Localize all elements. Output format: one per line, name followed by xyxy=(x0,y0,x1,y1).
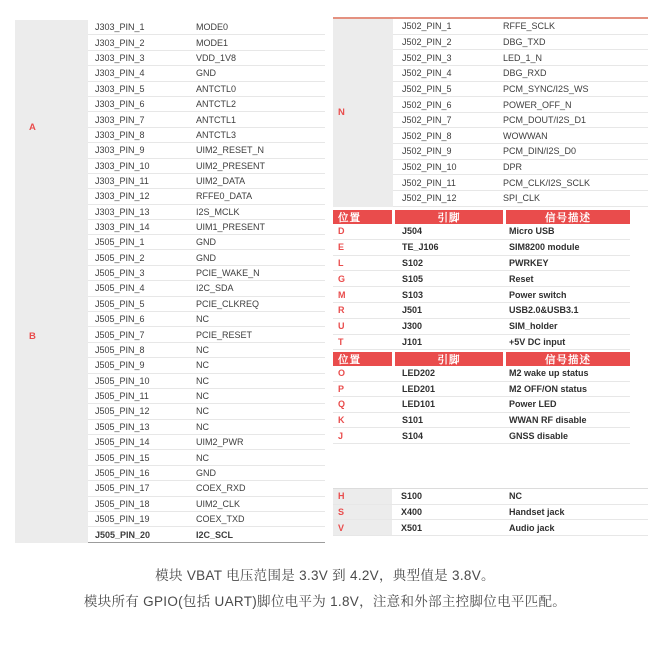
signal-cell: DBG_TXD xyxy=(503,36,546,47)
signal-cell: UIM2_PWR xyxy=(196,437,244,448)
signal-cell: I2C_SDA xyxy=(196,283,234,294)
location-cell: L xyxy=(338,257,344,268)
pin-rows xyxy=(88,235,325,543)
location-cell: U xyxy=(338,321,345,332)
signal-description-cell: SIM_holder xyxy=(509,321,558,332)
signal-cell: UIM2_CLK xyxy=(196,498,241,509)
pin-cell: J300 xyxy=(402,321,423,332)
location-cell: S xyxy=(333,505,395,520)
pin-row xyxy=(88,220,325,235)
signal-cell: PCM_SYNC/I2S_WS xyxy=(503,83,589,94)
header-signal-description: 信号描述 xyxy=(506,210,630,224)
pin-name-cell: J303_PIN_11 xyxy=(95,176,149,187)
pin-row xyxy=(88,159,325,174)
reference-row xyxy=(333,240,630,256)
pin-cell: S104 xyxy=(402,430,424,441)
pin-cell: X400 xyxy=(401,507,423,518)
reference-row xyxy=(333,428,630,444)
reference-table-header xyxy=(333,210,630,224)
reference-row xyxy=(333,413,630,429)
pin-rows xyxy=(393,19,648,207)
pin-row xyxy=(393,97,648,113)
pin-row xyxy=(88,250,325,265)
pin-name-cell: J505_PIN_13 xyxy=(95,421,150,432)
reference-row xyxy=(333,397,630,413)
signal-description-cell: SIM8200 module xyxy=(509,242,580,253)
pin-row xyxy=(88,128,325,143)
pin-name-cell: J502_PIN_4 xyxy=(402,68,452,79)
signal-description-cell: M2 OFF/ON status xyxy=(509,383,588,394)
location-letter: N xyxy=(338,107,345,119)
reference-row xyxy=(333,287,630,303)
signal-cell: NC xyxy=(196,421,209,432)
pin-name-cell: J303_PIN_12 xyxy=(95,191,150,202)
pin-row xyxy=(88,497,325,512)
reference-table-header xyxy=(333,352,630,366)
pin-row xyxy=(88,389,325,404)
signal-cell: GND xyxy=(196,237,216,248)
pin-table-j303 xyxy=(15,20,325,235)
pin-name-cell: J505_PIN_6 xyxy=(95,314,145,325)
signal-cell: UIM2_PRESENT xyxy=(196,160,266,171)
signal-cell: NC xyxy=(196,391,209,402)
pin-name-cell: J505_PIN_10 xyxy=(95,375,150,386)
pin-cell: S105 xyxy=(402,273,424,284)
signal-description-cell: M2 wake up status xyxy=(509,368,589,379)
pin-cell: LED202 xyxy=(402,368,436,379)
signal-cell: MODE1 xyxy=(196,37,229,48)
pin-row xyxy=(88,143,325,158)
signal-description-cell: Reset xyxy=(509,273,534,284)
signal-cell: MODE0 xyxy=(196,22,229,33)
reference-table-2 xyxy=(333,352,630,444)
pin-row xyxy=(88,297,325,312)
pin-row xyxy=(88,512,325,527)
pin-row xyxy=(88,66,325,81)
pin-name-cell: J505_PIN_15 xyxy=(95,452,150,463)
location-cell: Q xyxy=(338,399,346,410)
pin-name-cell: J303_PIN_5 xyxy=(95,83,145,94)
pin-name-cell: J505_PIN_8 xyxy=(95,344,145,355)
signal-cell: GND xyxy=(196,468,216,479)
location-letter: B xyxy=(29,331,36,342)
pin-row xyxy=(393,144,648,160)
pin-row xyxy=(393,128,648,144)
pin-cell: X501 xyxy=(401,522,423,533)
signal-cell: UIM2_RESET_N xyxy=(196,145,265,156)
location-cell: P xyxy=(338,383,345,394)
location-cell: T xyxy=(338,336,344,347)
pin-table-j502 xyxy=(333,17,648,207)
pin-name-cell: J505_PIN_11 xyxy=(95,391,149,402)
pin-name-cell: J505_PIN_17 xyxy=(95,483,150,494)
pin-cell: J501 xyxy=(402,305,423,316)
pin-row xyxy=(88,420,325,435)
location-cell: G xyxy=(338,273,346,284)
signal-cell: RFFE0_DATA xyxy=(196,191,253,202)
signal-cell: ANTCTL1 xyxy=(196,114,237,125)
pin-row xyxy=(88,450,325,465)
pin-row xyxy=(88,97,325,112)
pin-row xyxy=(88,343,325,358)
pin-name-cell: J505_PIN_2 xyxy=(95,252,145,263)
signal-description-cell: Handset jack xyxy=(509,507,565,518)
location-cell: V xyxy=(333,520,395,535)
pin-row xyxy=(88,112,325,127)
pin-name-cell: J303_PIN_13 xyxy=(95,206,150,217)
pin-name-cell: J502_PIN_10 xyxy=(402,162,457,173)
signal-cell: ANTCTL3 xyxy=(196,129,237,140)
pin-row xyxy=(88,266,325,281)
pin-row xyxy=(88,481,325,496)
pin-cell: TE_J106 xyxy=(402,242,439,253)
location-cell: J xyxy=(338,430,344,441)
pin-name-cell: J502_PIN_12 xyxy=(402,193,457,204)
pin-row xyxy=(393,19,648,35)
location-cell: O xyxy=(338,368,346,379)
pin-name-cell: J505_PIN_19 xyxy=(95,514,150,525)
header-pin: 引脚 xyxy=(395,210,503,224)
signal-cell: VDD_1V8 xyxy=(196,52,237,63)
signal-description-cell: Micro USB xyxy=(509,226,555,237)
pin-name-cell: J303_PIN_6 xyxy=(95,99,145,110)
pin-row xyxy=(88,189,325,204)
signal-cell: PCIE_WAKE_N xyxy=(196,267,260,278)
signal-cell: NC xyxy=(196,344,209,355)
location-cell: D xyxy=(338,226,345,237)
pin-name-cell: J505_PIN_20 xyxy=(95,529,151,540)
location-cell: E xyxy=(338,242,345,253)
pin-row xyxy=(393,82,648,98)
pin-name-cell: J505_PIN_12 xyxy=(95,406,150,417)
pin-row xyxy=(88,327,325,342)
pin-name-cell: J502_PIN_2 xyxy=(402,36,452,47)
pin-name-cell: J505_PIN_16 xyxy=(95,468,150,479)
signal-cell: NC xyxy=(196,406,209,417)
pin-row xyxy=(88,235,325,250)
pin-cell: S100 xyxy=(401,491,423,502)
pin-name-cell: J502_PIN_5 xyxy=(402,83,452,94)
pin-cell: S103 xyxy=(402,289,424,300)
signal-cell: ANTCTL0 xyxy=(196,83,237,94)
signal-cell: I2C_SCL xyxy=(196,529,234,540)
pin-row xyxy=(393,50,648,66)
signal-cell: PCM_DOUT/I2S_D1 xyxy=(503,115,587,126)
pin-name-cell: J502_PIN_3 xyxy=(402,52,452,63)
signal-description-cell: Audio jack xyxy=(509,522,555,533)
pin-name-cell: J303_PIN_1 xyxy=(95,22,145,33)
pin-row xyxy=(393,191,648,207)
pin-cell: S101 xyxy=(402,415,424,426)
reference-rows xyxy=(333,224,630,350)
pin-name-cell: J505_PIN_18 xyxy=(95,498,150,509)
location-cell: R xyxy=(338,305,345,316)
pin-cell: LED201 xyxy=(402,383,436,394)
pin-cell: S102 xyxy=(402,257,424,268)
pin-name-cell: J303_PIN_7 xyxy=(95,114,145,125)
signal-description-cell: Power switch xyxy=(509,289,567,300)
pin-row xyxy=(88,20,325,35)
signal-cell: GND xyxy=(196,252,216,263)
pin-name-cell: J505_PIN_3 xyxy=(95,267,145,278)
location-label xyxy=(15,20,88,235)
reference-rows xyxy=(333,366,630,444)
signal-cell: DBG_RXD xyxy=(503,68,547,79)
reference-row xyxy=(333,382,630,398)
signal-cell: PCM_DIN/I2S_D0 xyxy=(503,146,577,157)
location-letter: A xyxy=(29,122,36,134)
pin-row xyxy=(88,205,325,220)
signal-cell: PCIE_RESET xyxy=(196,329,253,340)
pin-name-cell: J303_PIN_8 xyxy=(95,129,145,140)
signal-cell: COEX_RXD xyxy=(196,483,246,494)
signal-cell: I2S_MCLK xyxy=(196,206,240,217)
location-label xyxy=(15,235,88,543)
footer-notes xyxy=(0,563,650,614)
signal-description-cell: NC xyxy=(509,491,522,502)
pin-name-cell: J502_PIN_1 xyxy=(402,21,452,32)
pin-row xyxy=(88,281,325,296)
signal-cell: RFFE_SCLK xyxy=(503,21,556,32)
pin-name-cell: J505_PIN_5 xyxy=(95,298,145,309)
signal-description-cell: +5V DC input xyxy=(509,336,566,347)
pin-name-cell: J303_PIN_2 xyxy=(95,37,145,48)
signal-cell: ANTCTL2 xyxy=(196,99,237,110)
pin-name-cell: J505_PIN_1 xyxy=(95,237,145,248)
pin-name-cell: J505_PIN_4 xyxy=(95,283,145,294)
location-cell: H xyxy=(333,489,395,504)
location-cell: M xyxy=(338,289,346,300)
reference-row xyxy=(333,366,630,382)
pin-row xyxy=(88,82,325,97)
pin-name-cell: J303_PIN_3 xyxy=(95,52,145,63)
pin-name-cell: J502_PIN_8 xyxy=(402,130,452,141)
pin-row xyxy=(88,51,325,66)
reference-row xyxy=(333,505,648,521)
pin-name-cell: J502_PIN_6 xyxy=(402,99,452,110)
signal-cell: WOWWAN xyxy=(503,130,548,141)
header-signal-description: 信号描述 xyxy=(506,352,630,366)
pin-row xyxy=(88,174,325,189)
header-location: 位置 xyxy=(333,210,392,224)
signal-cell: NC xyxy=(196,375,209,386)
pin-row xyxy=(393,160,648,176)
pin-row xyxy=(88,312,325,327)
signal-description-cell: PWRKEY xyxy=(509,257,549,268)
signal-cell: POWER_OFF_N xyxy=(503,99,572,110)
location-cell: K xyxy=(338,415,345,426)
reference-row xyxy=(333,489,648,505)
pin-row xyxy=(393,175,648,191)
signal-cell: COEX_TXD xyxy=(196,514,245,525)
reference-table-1 xyxy=(333,210,630,350)
reference-row xyxy=(333,271,630,287)
signal-cell: NC xyxy=(196,452,209,463)
pin-name-cell: J505_PIN_7 xyxy=(95,329,145,340)
header-pin: 引脚 xyxy=(395,352,503,366)
signal-cell: NC xyxy=(196,314,209,325)
header-location: 位置 xyxy=(333,352,392,366)
pin-rows xyxy=(88,20,325,235)
pin-row xyxy=(88,466,325,481)
reference-row xyxy=(333,303,630,319)
pin-name-cell: J502_PIN_11 xyxy=(402,177,456,188)
signal-cell: LED_1_N xyxy=(503,52,543,63)
signal-cell: PCIE_CLKREQ xyxy=(196,298,260,309)
signal-cell: NC xyxy=(196,360,209,371)
pin-cell: J101 xyxy=(402,336,423,347)
signal-description-cell: Power LED xyxy=(509,399,557,410)
misc-reference-rows xyxy=(333,488,648,536)
signal-cell: GND xyxy=(196,68,216,79)
pin-row xyxy=(88,527,325,542)
signal-cell: SPI_CLK xyxy=(503,193,541,204)
signal-cell: UIM2_DATA xyxy=(196,176,246,187)
pin-name-cell: J303_PIN_4 xyxy=(95,68,145,79)
reference-row xyxy=(333,335,630,351)
pin-name-cell: J505_PIN_9 xyxy=(95,360,145,371)
signal-description-cell: USB2.0&USB3.1 xyxy=(509,305,579,316)
pin-row xyxy=(393,35,648,51)
pin-row xyxy=(393,66,648,82)
pin-name-cell: J505_PIN_14 xyxy=(95,437,150,448)
pin-row xyxy=(88,374,325,389)
pin-row xyxy=(88,35,325,50)
location-label xyxy=(333,19,393,207)
signal-description-cell: WWAN RF disable xyxy=(509,415,587,426)
reference-row xyxy=(333,520,648,536)
pin-name-cell: J502_PIN_9 xyxy=(402,146,452,157)
pin-name-cell: J303_PIN_9 xyxy=(95,145,145,156)
pin-row xyxy=(88,435,325,450)
pin-table-j505 xyxy=(15,235,325,543)
signal-cell: UIM1_PRESENT xyxy=(196,222,266,233)
signal-cell: PCM_CLK/I2S_SCLK xyxy=(503,177,591,188)
pin-row xyxy=(88,358,325,373)
signal-cell: DPR xyxy=(503,162,523,173)
pin-cell: LED101 xyxy=(402,399,436,410)
signal-description-cell: GNSS disable xyxy=(509,430,569,441)
pin-row xyxy=(393,113,648,129)
pin-name-cell: J303_PIN_14 xyxy=(95,222,150,233)
note-vbat-range: 模块 VBAT 电压范围是 3.3V 到 4.2V，典型值是 3.8V。 xyxy=(155,568,495,583)
reference-row xyxy=(333,256,630,272)
reference-row xyxy=(333,224,630,240)
pin-name-cell: J303_PIN_10 xyxy=(95,160,150,171)
pin-cell: J504 xyxy=(402,226,423,237)
pin-name-cell: J502_PIN_7 xyxy=(402,115,452,126)
note-gpio-level: 模块所有 GPIO(包括 UART)脚位电平为 1.8V，注意和外部主控脚位电平匹配。 xyxy=(83,593,567,609)
pin-row xyxy=(88,404,325,419)
reference-row xyxy=(333,319,630,335)
